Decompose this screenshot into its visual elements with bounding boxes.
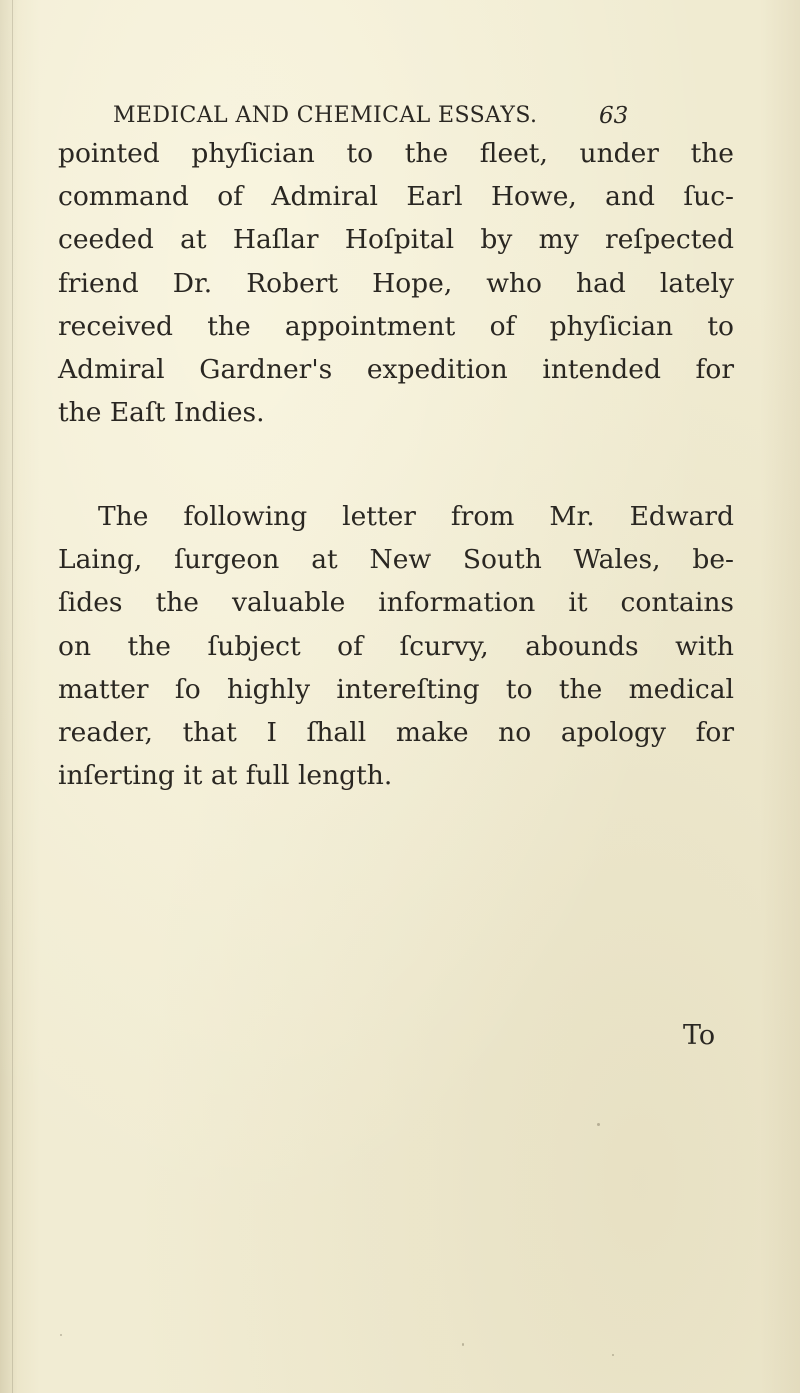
text-line: ſides the valuable information it contains bbox=[58, 587, 734, 619]
text-line: The following letter from Mr. Edward bbox=[98, 501, 734, 532]
paper-speck bbox=[60, 1334, 62, 1336]
text-line: ceeded at Haſlar Hoſpital by my reſpected bbox=[58, 224, 734, 256]
paper-speck bbox=[612, 1354, 614, 1356]
paragraph-1 bbox=[58, 132, 734, 434]
text-line: the Eaſt Indies. bbox=[58, 397, 265, 429]
running-head bbox=[0, 99, 800, 133]
text-line: matter ſo highly intereſting to the medical bbox=[58, 673, 734, 705]
catchword: To bbox=[683, 1020, 716, 1051]
paper-speck bbox=[428, 553, 431, 556]
running-title: MEDICAL AND CHEMICAL ESSAYS. bbox=[113, 103, 538, 128]
text-line: command of Admiral Earl Howe, and ſuc- bbox=[58, 181, 734, 213]
text-line: Admiral Gardner's expedition intended for bbox=[58, 353, 734, 385]
text-line: friend Dr. Robert Hope, who had lately bbox=[58, 267, 734, 299]
text-line: Laing, ſurgeon at New South Wales, be- bbox=[58, 544, 734, 576]
page-number: 63 bbox=[599, 103, 629, 129]
paper-speck bbox=[597, 1123, 600, 1126]
text-line: pointed phyſician to the fleet, under the bbox=[58, 138, 734, 169]
binding-edge bbox=[12, 0, 13, 1393]
text-line: inſerting it at full length. bbox=[58, 760, 393, 792]
paper-speck bbox=[462, 1343, 464, 1346]
text-line: on the ſubject of ſcurvy, abounds with bbox=[58, 630, 734, 662]
paragraph-2 bbox=[58, 495, 734, 797]
text-line: reader, that I ſhall make no apology for bbox=[58, 716, 734, 748]
text-line: received the appointment of phyſician to bbox=[58, 310, 734, 342]
